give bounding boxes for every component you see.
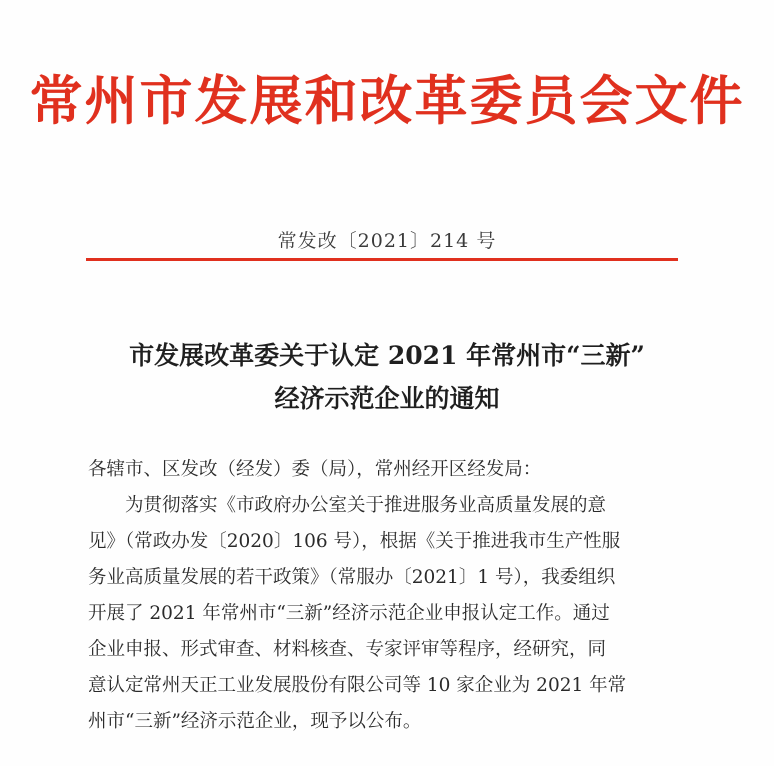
notice-title-line-2: 经济示范企业的通知 — [274, 384, 500, 413]
paragraph-line: 企业申报、形式审查、材料核查、专家评审等程序，经研究，同 — [88, 639, 607, 660]
document-number: 常发改〔2021〕214 号 — [277, 230, 497, 252]
paragraph-line: 意认定常州天正工业发展股份有限公司等 10 家企业为 2021 年常 — [88, 675, 627, 696]
paragraph-line: 为贯彻落实《市政府办公室关于推进服务业高质量发展的意 — [125, 495, 607, 516]
notice-title-line-1: 市发展改革委关于认定 2021 年常州市“三新” — [129, 341, 645, 370]
paragraph-line: 见》（常政办发〔2020〕106 号），根据《关于推进我市生产性服 — [88, 531, 621, 552]
notice-title — [0, 334, 774, 420]
document-header-title: 常州市发展和改革委员会文件 — [29, 70, 745, 132]
addressee-line: 各辖市、区发改（经发）委（局），常州经开区经发局： — [88, 459, 542, 480]
notice-body — [88, 452, 688, 740]
paragraph-line: 开展了 2021 年常州市“三新”经济示范企业申报认定工作。通过 — [88, 603, 610, 624]
header-divider — [86, 258, 678, 261]
paragraph-line: 务业高质量发展的若干政策》（常服办〔2021〕1 号），我委组织 — [88, 567, 616, 588]
paragraph-line: 州市“三新”经济示范企业，现予以公布。 — [88, 711, 422, 732]
